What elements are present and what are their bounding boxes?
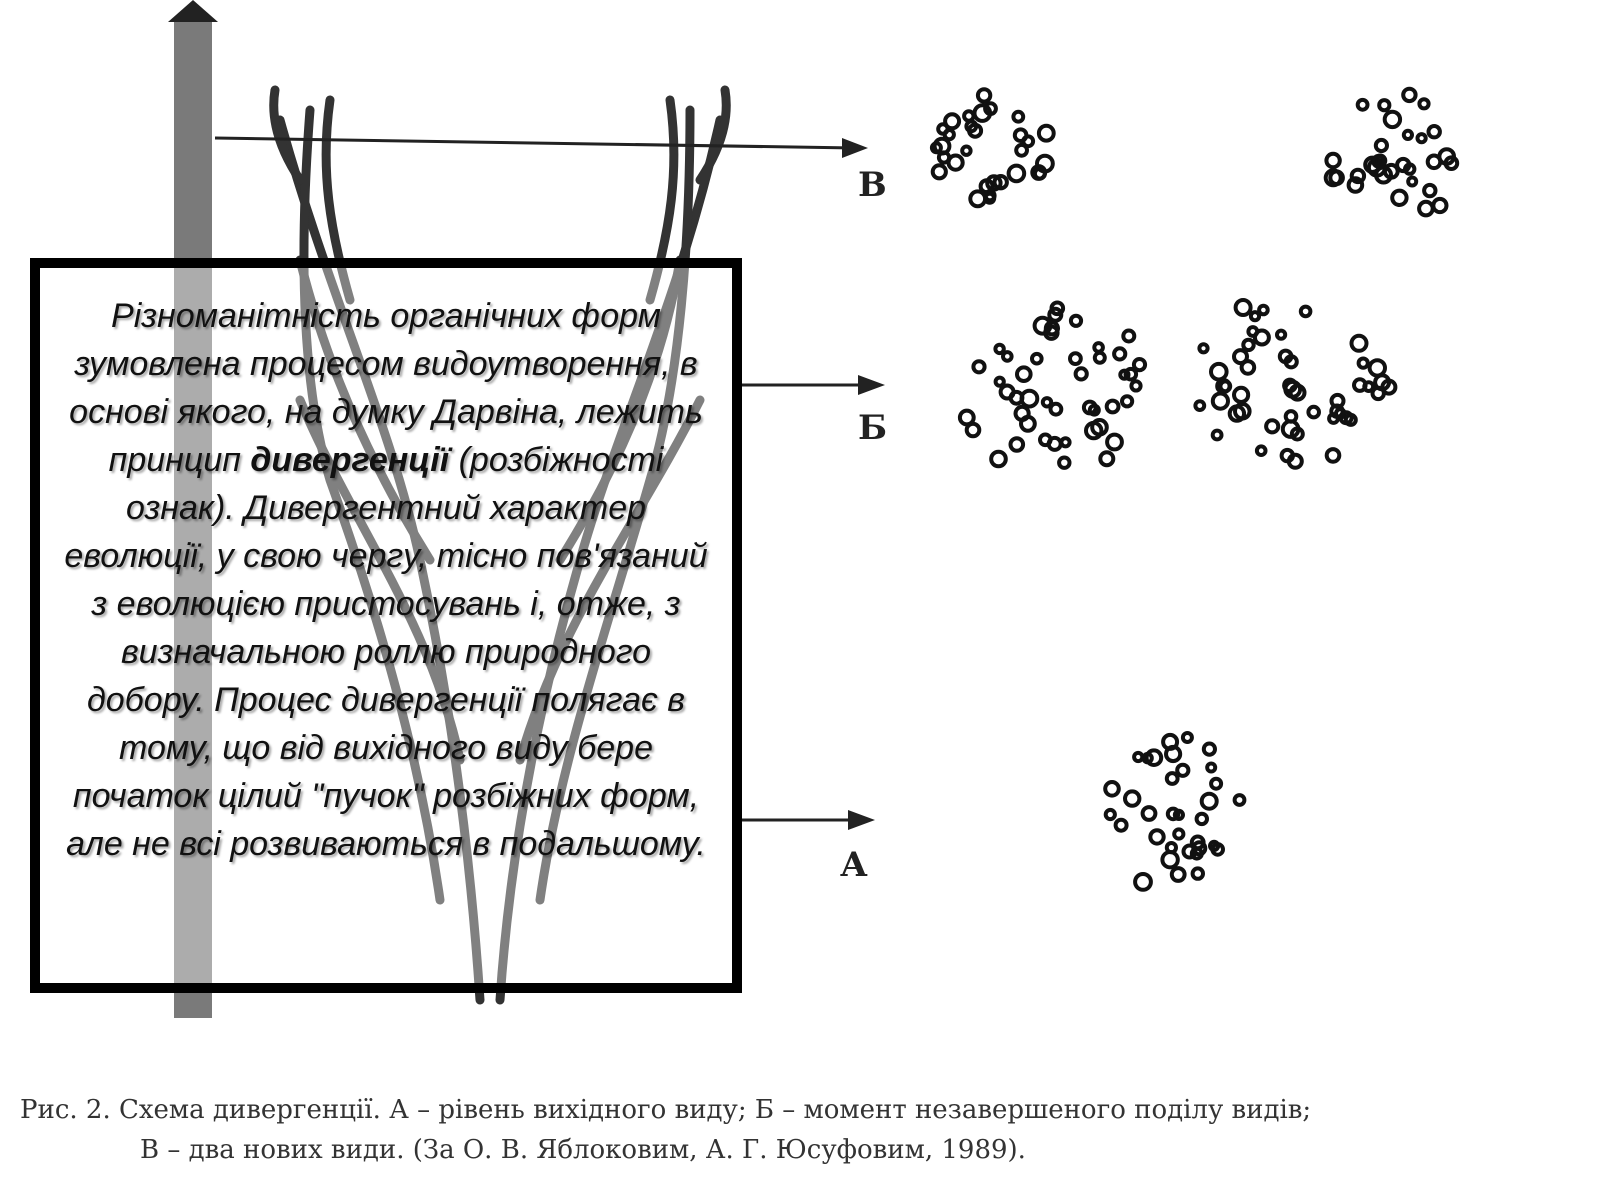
population-dot (1199, 344, 1207, 352)
population-dot (1251, 312, 1259, 320)
population-dot (1327, 449, 1340, 462)
caption-line-1: Рис. 2. Схема дивергенції. А – рівень вихідного виду; Б – момент незавершеного поділу видів; (20, 1095, 1312, 1125)
population-dot (1235, 795, 1245, 805)
population-dot (1177, 765, 1188, 776)
figure-caption (20, 1090, 1590, 1170)
population-dot (1207, 764, 1215, 772)
population-dot (1257, 446, 1266, 455)
population-dot (1040, 435, 1051, 446)
population-dot (1134, 359, 1145, 370)
population-dot (1419, 202, 1433, 216)
population-dot (1003, 352, 1012, 361)
population-dot (995, 345, 1003, 353)
population-dot (978, 89, 990, 101)
population-dot (933, 165, 946, 178)
population-dot (1404, 131, 1412, 139)
population-dot (1329, 414, 1338, 423)
population-dot (945, 114, 959, 128)
population-dot (1385, 112, 1400, 127)
population-dot (1011, 438, 1024, 451)
population-dot (1370, 360, 1385, 375)
population-dot (1259, 306, 1268, 315)
population-dot (964, 111, 973, 120)
population-dot (1125, 791, 1139, 805)
population-dot (1162, 852, 1177, 867)
population-dot (1013, 112, 1023, 122)
population-dot (1332, 395, 1344, 407)
population-dot (973, 361, 984, 372)
population-dot (1039, 126, 1054, 141)
population-dot (1167, 843, 1176, 852)
population-dot (1126, 369, 1137, 380)
population-dot (1016, 145, 1027, 156)
population-dot (1289, 455, 1302, 468)
population-dot (970, 191, 985, 206)
population-dot (1061, 438, 1069, 446)
population-dot (1116, 820, 1127, 831)
population-dot (1123, 331, 1134, 342)
population-dot (1107, 435, 1122, 450)
population-dot (1234, 350, 1247, 363)
population-dot (1195, 401, 1204, 410)
population-dot (1150, 830, 1163, 843)
level-line-a (740, 810, 875, 830)
population-dot (1059, 458, 1069, 468)
level-label-b: Б (858, 408, 888, 448)
population-dot (1184, 846, 1196, 858)
population-dot (1172, 868, 1185, 881)
population-dot (1211, 364, 1227, 380)
population-dot (1105, 782, 1119, 796)
population-dot (1131, 381, 1140, 390)
population-dot (1100, 452, 1113, 465)
population-dot (1277, 331, 1285, 339)
population-dot (1134, 753, 1142, 761)
divergence-term: дивергенції (250, 441, 450, 479)
population-dot (1301, 307, 1311, 317)
population-dot (1266, 420, 1278, 432)
population-dot (1071, 316, 1081, 326)
population-dot (1359, 359, 1368, 368)
population-dot (1202, 794, 1217, 809)
population-dot (1070, 353, 1081, 364)
population-dot (1418, 134, 1426, 142)
caption-line-2: В – два нових види. (За О. В. Яблоковим, А. Г. Юсуфовим, 1989). (140, 1135, 1026, 1165)
population-dot (1051, 404, 1062, 415)
population-dot (1035, 169, 1045, 179)
population-dot (1217, 380, 1229, 392)
population-dot (1326, 154, 1339, 167)
population-clusters (932, 89, 1457, 890)
population-dot (1213, 394, 1228, 409)
population-dot (1379, 100, 1389, 110)
population-dot (939, 152, 949, 162)
population-dot (1009, 166, 1025, 182)
population-dot (1076, 368, 1087, 379)
population-dot (1106, 810, 1115, 819)
population-dot (1095, 353, 1105, 363)
population-dot (1376, 140, 1387, 151)
population-dot (1429, 126, 1440, 137)
population-dot (967, 424, 980, 437)
cluster-new-species-2 (1326, 89, 1458, 216)
population-dot (1032, 354, 1042, 364)
population-dot (1122, 396, 1132, 406)
level-label-c: В (858, 165, 887, 205)
level-label-a: А (840, 845, 868, 885)
population-dot (1403, 89, 1415, 101)
description-text: Різноманітність органічних форм зумовлена процесом видоутворення, в основі якого, на думку Дарвіна, лежить принцип дивергенції (розбіжності ознак). Дивергентний характер еволюції, у свою чергу, тісно пов'язаний з еволюцією пристосувань і, отже, з визначальною роллю природного добору. Процес дивергенції полягає в тому, що від вихідного виду бере початок цілий "пучок" розбіжних форм, але не всі розвиваються в подальшому. (64, 297, 708, 863)
level-line-b (740, 375, 885, 395)
population-dot (996, 378, 1004, 386)
cluster-new-species-1 (932, 89, 1054, 206)
population-dot (1197, 814, 1207, 824)
cluster-ancestral (1105, 733, 1244, 890)
cluster-splitting-left (960, 303, 1145, 468)
population-dot (1114, 348, 1125, 359)
population-dot (1204, 744, 1215, 755)
population-dot (1424, 185, 1435, 196)
population-dot (1408, 178, 1416, 186)
population-dot (991, 452, 1006, 467)
population-dot (1015, 129, 1027, 141)
population-dot (1143, 807, 1156, 820)
population-dot (1243, 340, 1253, 350)
population-dot (1358, 100, 1368, 110)
population-dot (962, 147, 970, 155)
population-dot (1017, 367, 1031, 381)
population-dot (1094, 343, 1103, 352)
cluster-splitting-right (1195, 300, 1395, 468)
population-dot (1174, 829, 1183, 838)
population-dot (1352, 336, 1367, 351)
population-dot (1135, 874, 1151, 890)
population-dot (1211, 779, 1221, 789)
population-dot (1234, 388, 1248, 402)
population-dot (1392, 191, 1406, 205)
level-line-c (215, 138, 868, 158)
population-dot (1255, 331, 1269, 345)
population-dot (1213, 431, 1222, 440)
population-dot (1419, 99, 1428, 108)
population-dot (1011, 392, 1023, 404)
population-dot (1183, 733, 1192, 742)
population-dot (1167, 773, 1178, 784)
population-dot (1433, 199, 1446, 212)
population-dot (1236, 300, 1251, 315)
description-box (30, 258, 742, 993)
population-dot (1107, 401, 1119, 413)
population-dot (1308, 407, 1319, 418)
population-dot (1193, 868, 1203, 878)
